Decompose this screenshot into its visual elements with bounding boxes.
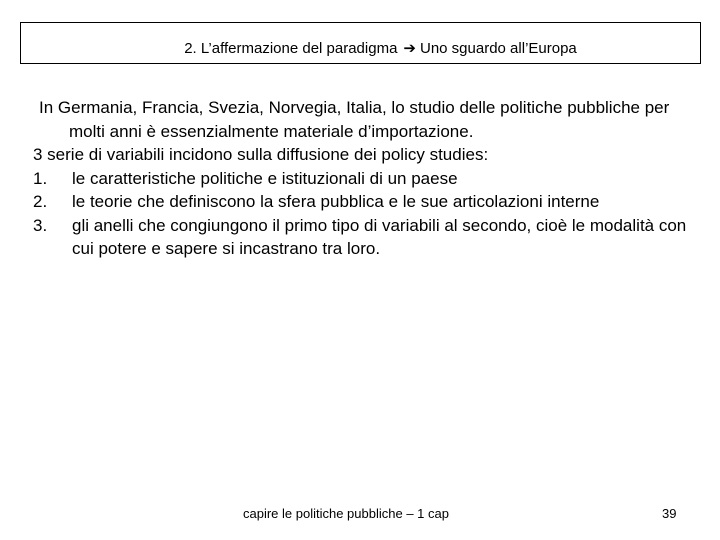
- list-item-number: 2.: [33, 192, 48, 211]
- slide-title-box: [20, 22, 701, 64]
- title-part-1: 2. L’affermazione del paradigma: [184, 40, 398, 57]
- footer-caption: capire le politiche pubbliche – 1 cap: [243, 506, 449, 521]
- list-item: [33, 214, 693, 261]
- list-item: [33, 167, 693, 191]
- list-item-number: 1.: [33, 168, 48, 188]
- arrow-right-icon: ➔: [403, 40, 416, 57]
- variables-list: [33, 167, 693, 261]
- list-item-number: 3.: [33, 215, 48, 235]
- title-part-2: Uno sguardo all’Europa: [420, 40, 577, 57]
- list-item-text: le caratteristiche politiche e istituzionali di un paese: [72, 168, 458, 188]
- slide-body: [33, 96, 693, 261]
- page-number: 39: [662, 506, 677, 521]
- intro-paragraph: In Germania, Francia, Svezia, Norvegia, Italia, lo studio delle politiche pubbliche per molti anni è essenzialmente materiale d’importazione.: [39, 98, 670, 141]
- list-item-text: gli anelli che congiungono il primo tipo di variabili al secondo, cioè le modalità con cui potere e sapere si incastrano tra loro.: [72, 215, 687, 258]
- list-item: [33, 190, 693, 214]
- list-item-text: le teorie che definiscono la sfera pubblica e le sue articolazioni interne: [72, 192, 600, 211]
- slide-title: [144, 29, 577, 57]
- lead-line: 3 serie di variabili incidono sulla diffusione dei policy studies:: [33, 145, 489, 164]
